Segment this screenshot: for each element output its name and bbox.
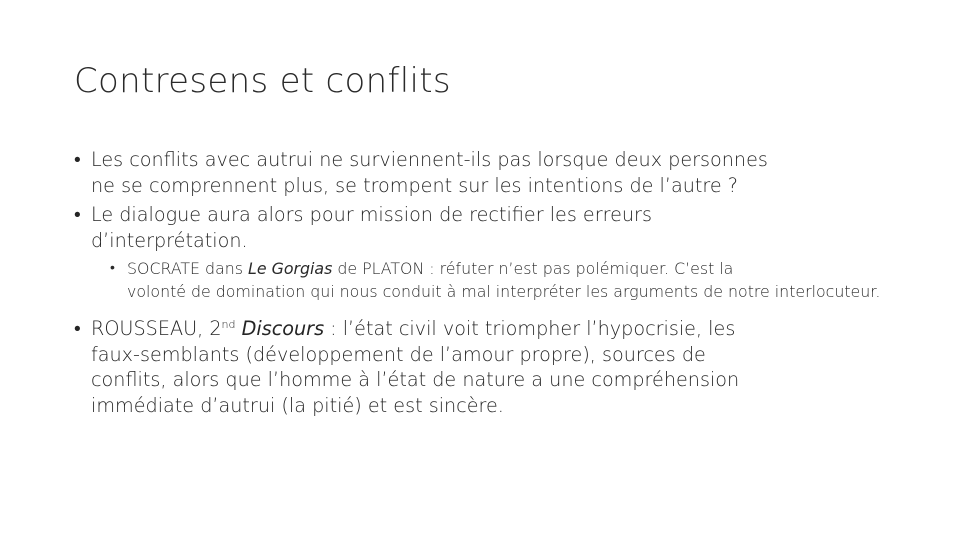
sub-bullet-socrate: [110, 257, 904, 303]
slide-title: Contresens et conflits: [74, 61, 451, 101]
text-run: de PLATON : réfuter n’est pas polémiquer. C’est la: [332, 259, 734, 278]
slide-content: [74, 147, 904, 418]
sub-bullet-line: volonté de domination qui nous conduit à mal interpréter les arguments de: [127, 282, 723, 301]
text-run: ROUSSEAU, 2: [91, 317, 222, 340]
bullet-line: Le dialogue aura alors pour mission de rectifier les erreurs: [91, 203, 652, 226]
bullet-line: [91, 316, 904, 342]
text-run: : l’état civil voit triompher l’hypocrisie, les: [324, 317, 736, 340]
ordinal-superscript: nd: [221, 318, 236, 331]
sub-bullet-line: notre interlocuteur.: [728, 282, 881, 301]
bullet-conflicts-question: [74, 147, 904, 198]
bullet-line: Les conflits avec autrui ne surviennent-ils pas lorsque deux personnes: [91, 148, 768, 171]
bullet-line: immédiate d’autrui (la pitié) et est sincère.: [91, 393, 504, 417]
bullet-line: conflits, alors que l’homme à l’état de nature a une compréhension: [91, 368, 740, 391]
bullet-marker: •: [74, 317, 81, 340]
bullet-marker: •: [110, 260, 115, 276]
bullet-marker: •: [74, 148, 81, 171]
book-title-discours: Discours: [241, 317, 325, 340]
bullet-rousseau: [74, 316, 904, 418]
bullet-line: d’interprétation.: [91, 228, 248, 252]
bullet-dialogue-mission: [74, 202, 904, 253]
bullet-marker: •: [74, 203, 81, 226]
text-run: SOCRATE dans: [127, 259, 249, 278]
bullet-line: ne se comprennent plus, se trompent sur les intentions de l’autre ?: [91, 173, 738, 197]
sub-bullet-line: [127, 259, 733, 278]
book-title-gorgias: Le Gorgias: [248, 259, 333, 278]
bullet-line: faux-semblants (développement de l’amour propre), sources de: [91, 342, 706, 366]
